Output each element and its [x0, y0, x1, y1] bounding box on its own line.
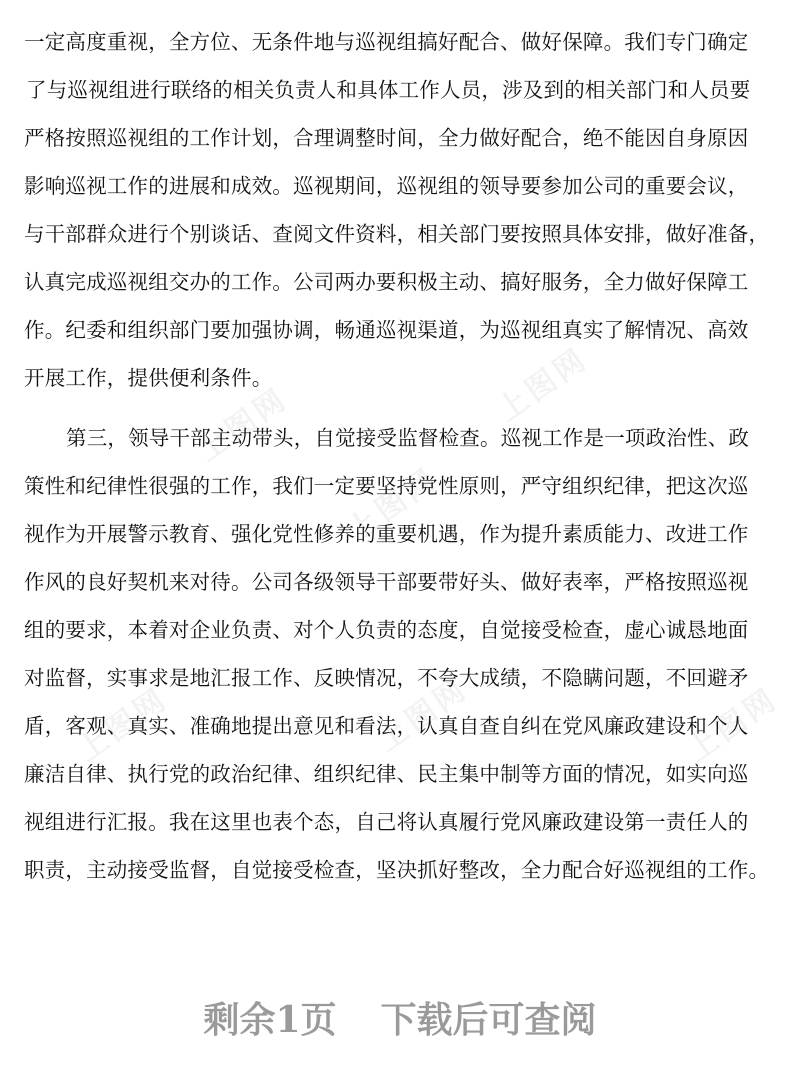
body-text-line: 影响巡视工作的进展和成效。巡视期间，巡视组的领导要参加公司的重要会议，	[24, 174, 749, 198]
body-text-line: 组的要求，本着对企业负责、对个人负责的态度，自觉接受检查，虚心诚恳地面	[24, 618, 749, 642]
body-text-line: 作。纪委和组织部门要加强协调，畅通巡视渠道，为巡视组真实了解情况、高效	[24, 318, 749, 342]
watermark: 上图网	[371, 671, 475, 759]
body-text-line: 对监督，实事求是地汇报工作、反映情况，不夸大成绩，不隐瞒问题，不回避矛	[24, 666, 749, 690]
paragraph-first-line: 第三，领导干部主动带头，自觉接受监督检查。巡视工作是一项政治性、政	[66, 426, 750, 450]
watermark: 上图网	[71, 681, 175, 769]
download-hint-label: 下载后可查阅	[380, 999, 597, 1041]
watermark: 上图网	[491, 341, 595, 429]
body-text-line: 视组进行汇报。我在这里也表个态，自己将认真履行党风廉政建设第一责任人的	[24, 810, 749, 834]
body-text-line: 认真完成巡视组交办的工作。公司两办要积极主动、搞好服务，全力做好保障工	[24, 270, 749, 294]
body-text-line: 视作为开展警示教育、强化党性修养的重要机遇，作为提升素质能力、改进工作	[24, 522, 749, 546]
body-text-line: 策性和纪律性很强的工作，我们一定要坚持党性原则，严守组织纪律，把这次巡	[24, 474, 749, 498]
body-text-line: 职责，主动接受监督，自觉接受检查，坚决抓好整改，全力配合好巡视组的工作。	[24, 858, 770, 882]
body-text-line: 盾，客观、真实、准确地提出意见和看法，认真自查自纠在党风廉政建设和个人	[24, 714, 749, 738]
watermark: 上图网	[191, 381, 295, 469]
body-text-line: 开展工作，提供便利条件。	[24, 366, 273, 390]
watermark: 上图网	[681, 681, 785, 769]
body-text-line: 一定高度重视，全方位、无条件地与巡视组搞好配合、做好保障。我们专门确定	[24, 30, 749, 54]
download-prompt[interactable]	[0, 992, 800, 1043]
watermark: 上图网	[341, 461, 445, 549]
body-text-line: 作风的良好契机来对待。公司各级领导干部要带好头、做好表率，严格按照巡视	[24, 570, 749, 594]
body-text-line: 廉洁自律、执行党的政治纪律、组织纪律、民主集中制等方面的情况，如实向巡	[24, 762, 749, 786]
body-text-line: 与干部群众进行个别谈话、查阅文件资料，相关部门要按照具体安排，做好准备，	[24, 222, 770, 246]
body-text-line: 严格按照巡视组的工作计划，合理调整时间，全力做好配合，绝不能因自身原因	[24, 126, 749, 150]
remaining-pages-label: 剩余1页	[203, 999, 337, 1041]
body-text-line: 了与巡视组进行联络的相关负责人和具体工作人员，涉及到的相关部门和人员要	[26, 78, 751, 102]
